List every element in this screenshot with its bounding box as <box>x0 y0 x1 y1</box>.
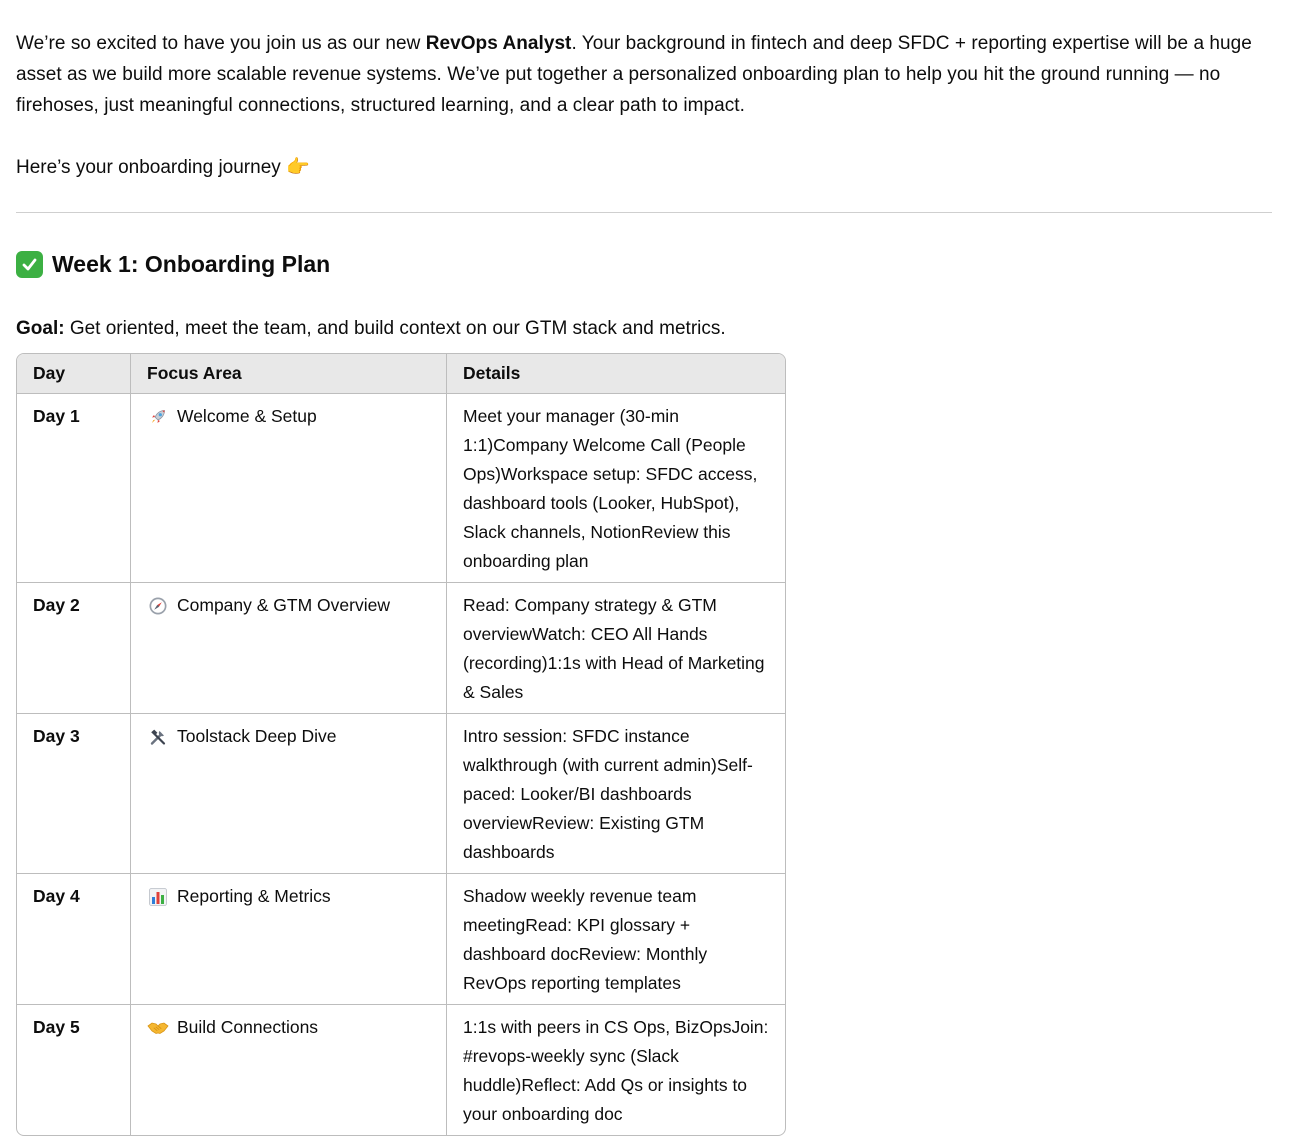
day-cell: Day 5 <box>17 1005 131 1136</box>
goal-text: Get oriented, meet the team, and build context on our GTM stack and metrics. <box>64 318 726 339</box>
table-row <box>17 1005 785 1136</box>
checkmark-icon <box>16 251 43 278</box>
journey-text: Here’s your onboarding journey <box>16 157 287 178</box>
focus-label: Toolstack Deep Dive <box>177 726 337 746</box>
compass-icon <box>147 591 169 620</box>
table-row <box>17 714 785 874</box>
focus-cell <box>131 583 447 714</box>
pointing-hand-icon: 👉 <box>286 156 310 178</box>
bar-chart-icon <box>147 882 169 911</box>
details-cell: Meet your manager (30-min 1:1)Company Welcome Call (People Ops)Workspace setup: SFDC access, dashboard tools (Looker, HubSpot), Slack channels, NotionReview this onboarding plan <box>447 394 786 583</box>
focus-label: Welcome & Setup <box>177 406 317 426</box>
table-header-row <box>17 354 785 394</box>
focus-cell <box>131 874 447 1005</box>
intro-text-end: . Your background in fintech and deep SFDC + reporting expertise will be a huge asset as we build more scalable revenue systems. We’ve put together a personalized onboarding plan to help you hit the ground running — no firehoses, just meaningful connections, structured learning, and a clear path to impact. <box>16 33 1252 116</box>
role-title: RevOps Analyst <box>425 33 572 54</box>
table-row <box>17 874 785 1005</box>
day-cell: Day 4 <box>17 874 131 1005</box>
focus-cell <box>131 394 447 583</box>
header-focus-area: Focus Area <box>131 354 447 394</box>
onboarding-table-container <box>16 353 786 1136</box>
focus-label: Build Connections <box>177 1017 319 1037</box>
header-details: Details <box>447 354 786 394</box>
intro-paragraph <box>16 0 1276 121</box>
tools-icon <box>147 722 169 751</box>
details-cell: 1:1s with peers in CS Ops, BizOpsJoin: #revops-weekly sync (Slack huddle)Reflect: Add Qs or insights to your onboarding doc <box>463 1017 769 1124</box>
handshake-icon <box>147 1013 169 1042</box>
week-heading-text: Week 1: Onboarding Plan <box>52 251 331 277</box>
focus-cell <box>131 714 447 874</box>
table-row <box>17 583 785 714</box>
day-cell: Day 3 <box>17 714 131 874</box>
week-heading <box>16 247 1276 281</box>
details-cell: Intro session: SFDC instance walkthrough (with current admin)Self-paced: Looker/BI dashboards overviewReview: Existing GTM dashboards <box>447 714 786 874</box>
intro-text-start: We’re so excited to have you join us as our new <box>16 33 426 54</box>
rocket-icon <box>147 402 169 431</box>
details-cell: Shadow weekly revenue team meetingRead: KPI glossary + dashboard docReview: Monthly RevOps reporting templates <box>447 874 786 1005</box>
day-cell: Day 2 <box>17 583 131 714</box>
goal-label: Goal: <box>16 318 65 339</box>
section-divider <box>16 212 1272 213</box>
day-cell: Day 1 <box>17 394 131 583</box>
details-cell: Read: Company strategy & GTM overviewWatch: CEO All Hands (recording)1:1s with Head of Marketing & Sales <box>447 583 786 714</box>
goal-line <box>16 315 1276 343</box>
journey-line <box>16 152 1276 183</box>
focus-label: Company & GTM Overview <box>177 595 390 615</box>
onboarding-table <box>17 354 785 1135</box>
focus-label: Reporting & Metrics <box>177 886 331 906</box>
focus-cell <box>131 1005 447 1136</box>
table-row <box>17 394 785 583</box>
header-day: Day <box>17 354 131 394</box>
